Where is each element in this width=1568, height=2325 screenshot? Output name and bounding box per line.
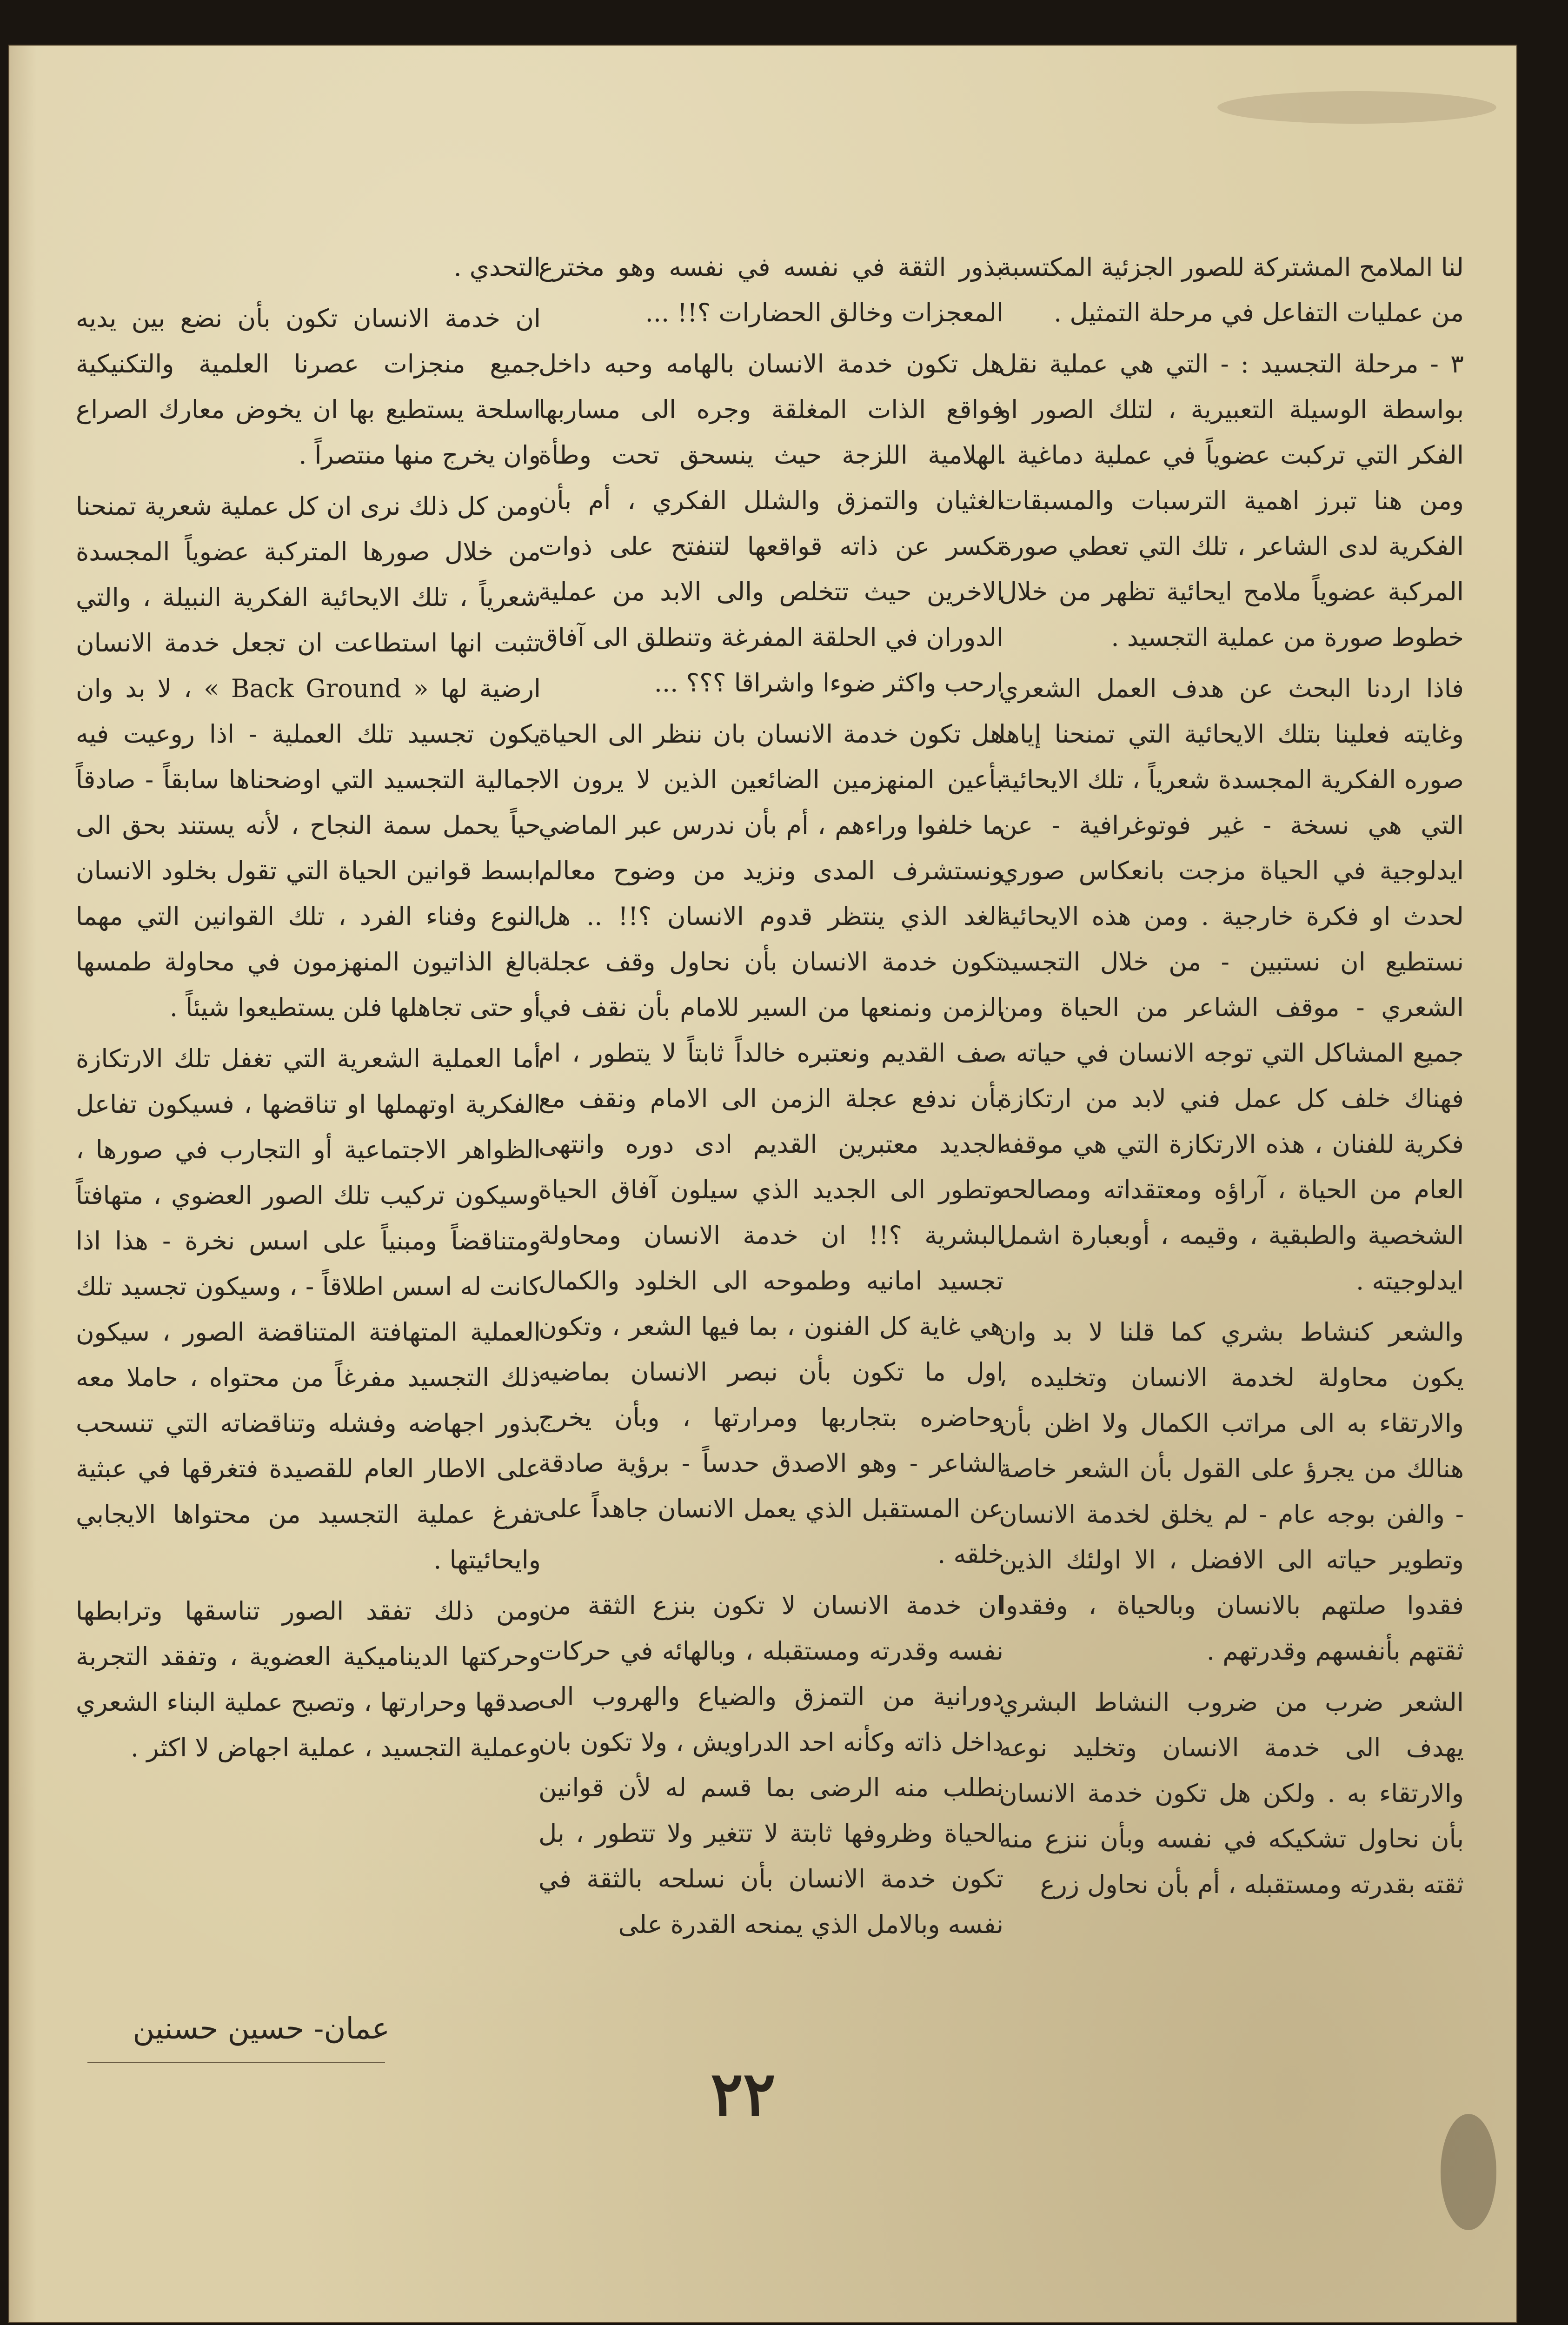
author-signature: عمان- حسين حسنين <box>133 2012 390 2046</box>
paragraph: الشعر ضرب من ضروب النشاط البشري يهدف الى خدمة الانسان وتخليد نوعه والارتقاء به . ولكن هل تكون خدمة الانسان بأن نحاول تشكيكه في نفسه وبأن ننزع منه ثقته بقدرته ومستقبله ، أم بأن نحاول زرع <box>999 1687 1464 1899</box>
paragraph: والشعر كنشاط بشري كما قلنا لا بد وان يكون محاولة لخدمة الانسان وتخليده ، والارتقاء به الى مراتب الكمال ولا اظن بأن هنالك من يجرؤ على القول بأن الشعر خاصة - والفن بوجه عام - لم يخلق لخدمة الانسان وتطوير حياته الى الافضل ، الا اولئك الذين فقدوا صلتهم بالانسان وبالحياة ، وفقدوا ثقتهم بأنفسهم وقدرتهم . <box>999 1317 1464 1666</box>
text-column-right <box>999 245 1464 1913</box>
paragraph: بذور الثقة في نفسه في نفسه وهو مخترع المعجزات وخالق الحضارات ؟!! ... <box>538 252 1003 327</box>
paragraph: ٣ - مرحلة التجسيد : - التي هي عملية نقل بواسطة الوسيلة التعبيرية ، لتلك الصور او الفكر التي تركبت عضوياً في عملية دماغية . ومن هنا تبرز اهمية الترسبات والمسبقات الفكرية لدى الشاعر ، تلك التي تعطي صورة المركبة عضوياً ملامح ايحائية تظهر من خلال خطوط صورة من عملية التجسيد . <box>999 349 1464 652</box>
page-number: ٢٢ <box>711 2058 776 2129</box>
page-stain-top <box>1217 91 1496 124</box>
paragraph: هل تكون خدمة الانسان بالهامه وحبه داخل فواقع الذات المغلقة وجره الى مساربها الهلامية اللزجة حيث ينسحق تحت وطأة الغثيان والتمزق والشلل الفكري ، أم بأن نكسر عن ذاته قواقعها لتنفتح على ذوات الاخرين حيث تتخلص والى الابد من عملية الدوران في الحلقة المفرغة وتنطلق الى آفاق ارحب واكثر ضوءا واشراقا ؟؟؟ ... <box>538 349 1003 698</box>
paragraph: هل تكون خدمة الانسان بان ننظر الى الحياة بأعين المنهزمين الضائعين الذين لا يرون الا ما خلفوا وراءهم ، أم بأن ندرس عبر الماضي ونستشرف المدى ونزيد من وضوح معالم الغد الذي ينتظر قدوم الانسان ؟!! .. هل تكون خدمة الانسان بأن نحاول وقف عجلة الزمن ونمنعها من السير للامام بأن نقف في صف القديم ونعتبره خالداً ثابتاً لا يتطور ، ام بأن ندفع عجلة الزمن الى الامام ونقف مع الجديد معتبرين القديم ادى دوره وانتهى وتطور الى الجديد الذي سيلون آفاق الحياة البشرية ؟!! ان خدمة الانسان ومحاولة تجسيد امانيه وطموحه الى الخلود والكمال هي غاية كل الفنون ، بما فيها الشعر ، وتكون اول ما تكون بأن نبصر الانسان بماضيه وحاضره بتجاربها ومرارتها ، وبأن يخرج الشاعر - وهو الاصدق حدساً - برؤية صادقة عن المستقبل الذي يعمل الانسان جاهداً على خلقه . <box>538 719 1003 1569</box>
paragraph: ومن كل ذلك نرى ان كل عملية شعرية تمنحنا من خلال صورها المتركبة عضوياً المجسدة شعرياً ، تلك الايحائية الفكرية النبيلة ، والتي تثبت انها استطاعت ان تجعل خدمة الانسان ارضية لها « Back Ground » ، لا بد وان يكون تجسيد تلك العملية - اذا روعيت فيه جمالية التجسيد التي اوضحناها سابقاً - صادقاً حياً يحمل سمة النجاح ، لأنه يستند بحق الى ابسط قوانين الحياة التي تقول بخلود الانسان النوع وفناء الفرد ، تلك القوانين التي مهما بالغ الذاتيون المنهزمون في محاولة طمسها أو حتى تجاهلها فلن يستطيعوا شيئاً . <box>76 492 541 1022</box>
paragraph: فاذا اردنا البحث عن هدف العمل الشعري وغايته فعلينا بتلك الايحائية التي تمنحنا إياها صوره الفكرية المجسدة شعرياً ، تلك الايحائية التي هي نسخة - غير فوتوغرافية - عن ايدلوجية في الحياة مزجت بانعكاس صوري لحدث او فكرة خارجية . ومن هذه الايحائية نستطيع ان نستبين - من خلال التجسيد الشعري - موقف الشاعر من الحياة ومن جميع المشاكل التي توجه الانسان في حياته ، فهناك خلف كل عمل فني لابد من ارتكازة فكرية للفنان ، هذه الارتكازة التي هي موقفه العام من الحياة ، آراؤه ومعتقداته ومصالحه الشخصية والطبقية ، وقيمه ، أوبعبارة اشمل ايدلوجيته . <box>999 674 1464 1295</box>
paragraph: ومن ذلك تفقد الصور تناسقها وترابطها وحركتها الديناميكية العضوية ، وتفقد التجربة صدقها وحرارتها ، وتصبح عملية البناء الشعري وعملية التجسيد ، عملية اجهاض لا اكثر . <box>76 1596 541 1762</box>
signature-underline <box>87 2062 385 2063</box>
page-stain-bottom <box>1441 2114 1496 2230</box>
paragraph: لنا الملامح المشتركة للصور الجزئية المكتسبة من عمليات التفاعل في مرحلة التمثيل . <box>999 252 1464 327</box>
text-column-left <box>76 245 541 1776</box>
paragraph: ان خدمة الانسان لا تكون بنزع الثقة من نفسه وقدرته ومستقبله ، وبالهائه في حركات دورانية من التمزق والضياع والهروب الى داخل ذاته وكأنه احد الدراويش ، ولا تكون بان نطلب منه الرضى بما قسم له لأن قوانين الحياة وظروفها ثابتة لا تتغير ولا تتطور ، بل تكون خدمة الانسان بأن نسلحه بالثقة في نفسه وبالامل الذي يمنحه القدرة على <box>538 1591 1003 1939</box>
paragraph: التحدي . <box>453 252 541 282</box>
magazine-page <box>8 45 1517 2323</box>
paragraph: أما العملية الشعرية التي تغفل تلك الارتكازة الفكرية اوتهملها او تناقضها ، فسيكون تفاعل الظواهر الاجتماعية أو التجارب في صورها ، وسيكون تركيب تلك الصور العضوي ، متهافتاً ومتناقضاً ومبنياً على اسس نخرة - هذا اذا كانت له اسس اطلاقاً - ، وسيكون تجسيد تلك العملية المتهافتة المتناقضة الصور ، سيكون ذلك التجسيد مفرغاً من محتواه ، حاملا معه بذور اجهاضه وفشله وتناقضاته التي تنسحب على الاطار العام للقصيدة فتغرقها في عبثية تفرغ عملية التجسيد من محتواها الايجابي وايحائيتها . <box>76 1044 541 1574</box>
text-column-middle <box>538 245 1003 1953</box>
paragraph: ان خدمة الانسان تكون بأن نضع بين يديه جميع منجزات عصرنا العلمية والتكنيكية اسلحة يستطيع بها ان يخوض معارك الصراع وان يخرج منها منتصراً . <box>76 304 541 470</box>
